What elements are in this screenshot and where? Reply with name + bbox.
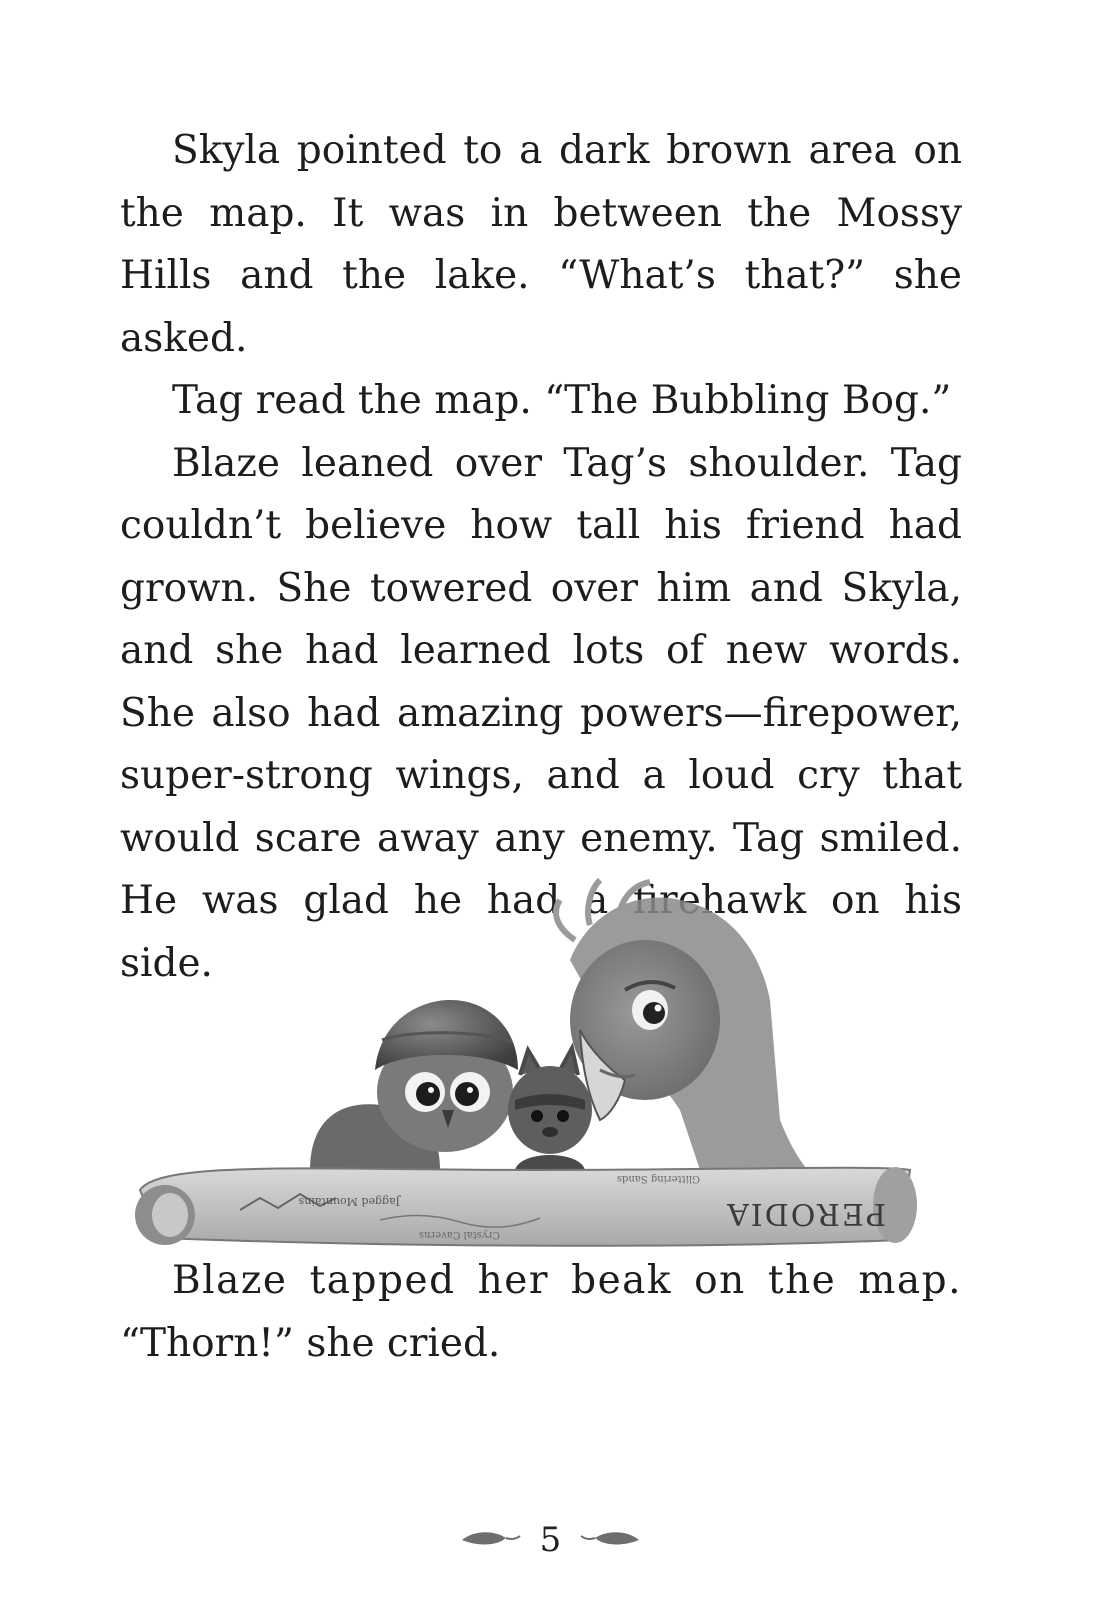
story-paragraph: Blaze tapped her beak on the map. [172, 1258, 962, 1303]
leaf-swash-icon [460, 1530, 522, 1550]
map-label: Jagged Mountains [298, 1195, 400, 1208]
rolled-map [135, 1167, 917, 1246]
map-label: Glittering Sands [616, 1173, 700, 1184]
story-text-bottom [120, 1250, 962, 1375]
story-text-top [120, 120, 962, 995]
page-footer [0, 1510, 1101, 1570]
story-paragraph: Skyla pointed to a dark brown area on the map. It was in between the Mossy Hills and the lake. “What’s that?” she asked. [120, 128, 962, 361]
illustration-map-scene [120, 870, 962, 1270]
story-paragraph: “Thorn!” she cried. [120, 1320, 501, 1366]
map-title: PERODIA [725, 1196, 886, 1231]
page-number: 5 [539, 1520, 562, 1560]
owl-knight-figure [310, 1000, 518, 1170]
map-label: Crystal Caverns [418, 1229, 500, 1240]
squirrel-figure [508, 1048, 592, 1170]
story-paragraph: Tag read the map. “The Bubbling Bog.” [172, 378, 952, 423]
story-paragraph: Blaze leaned over Tag’s shoulder. Tag couldn’t believe how tall his friend had grown. She towered over him and Skyla, and she had learned lots of new words. She also had amazing powers—firepower, super-strong wings, and a loud cry that would scare away any enemy. Tag smiled. He was glad he had a firehawk on his side. [120, 440, 962, 986]
firehawk-figure [556, 880, 860, 1200]
leaf-swash-icon [579, 1530, 641, 1550]
